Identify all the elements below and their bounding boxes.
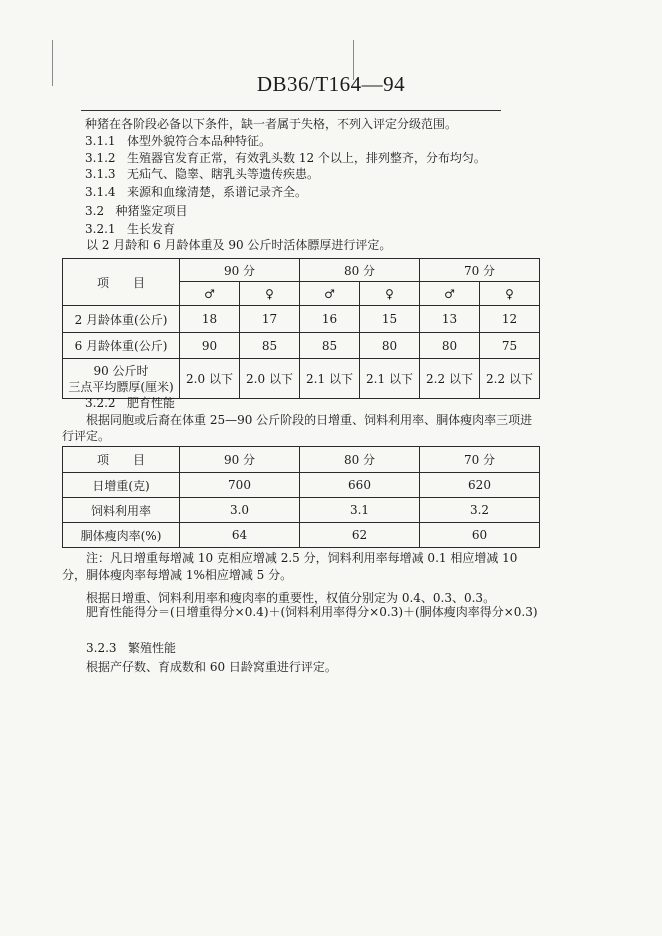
cell: 2.2 以下 bbox=[480, 359, 540, 399]
section-number: 3.2 bbox=[85, 204, 105, 218]
section-number: 3.2.1 bbox=[85, 222, 116, 236]
item-number: 3.1.4 bbox=[85, 185, 116, 199]
grade-header: 70 分 bbox=[420, 259, 540, 282]
item-number: 3.1.2 bbox=[85, 151, 116, 165]
item-3-1-3 bbox=[85, 166, 319, 182]
cell: 3.0 bbox=[180, 498, 300, 523]
section-3-2-1-heading bbox=[85, 221, 175, 237]
item-3-1-2 bbox=[85, 150, 486, 166]
section-number: 3.2.3 bbox=[86, 641, 117, 655]
item-3-1-1 bbox=[85, 133, 271, 149]
row-label: 6 月龄体重(公斤) bbox=[63, 333, 180, 359]
table-row bbox=[63, 359, 540, 399]
standard-code: DB36/T164—94 bbox=[256, 72, 406, 96]
cell: 2.1 以下 bbox=[360, 359, 420, 399]
section-title: 种猪鉴定项目 bbox=[115, 204, 188, 218]
row-label: 日增重(克) bbox=[63, 473, 180, 498]
header-rule bbox=[81, 110, 501, 111]
grade-header: 70 分 bbox=[420, 447, 540, 473]
section-3-2-2-heading bbox=[85, 395, 175, 411]
male-symbol: ♂ bbox=[420, 282, 480, 306]
table-row bbox=[63, 333, 540, 359]
grade-header: 90 分 bbox=[180, 447, 300, 473]
grade-header: 80 分 bbox=[300, 447, 420, 473]
cell: 17 bbox=[240, 306, 300, 333]
cell: 80 bbox=[360, 333, 420, 359]
section-title: 生长发育 bbox=[127, 222, 176, 236]
cell: 75 bbox=[480, 333, 540, 359]
cell: 60 bbox=[420, 523, 540, 548]
item-number: 3.1.3 bbox=[85, 167, 116, 181]
cell: 18 bbox=[180, 306, 240, 333]
item-text: 生殖器官发育正常，有效乳头数 12 个以上，排列整齐，分布均匀。 bbox=[127, 151, 486, 165]
female-symbol: ♀ bbox=[480, 282, 540, 306]
item-number: 3.1.1 bbox=[85, 134, 116, 148]
male-symbol: ♂ bbox=[300, 282, 360, 306]
table-header-item: 项 目 bbox=[63, 259, 180, 306]
cell: 90 bbox=[180, 333, 240, 359]
female-symbol: ♀ bbox=[240, 282, 300, 306]
item-3-1-4 bbox=[85, 184, 307, 200]
weights-text: 根据日增重、饲料利用率和瘦肉率的重要性，权值分别定为 0.4、0.3、0.3。 bbox=[86, 591, 496, 605]
cell: 62 bbox=[300, 523, 420, 548]
section-3-2-3-desc: 根据产仔数、育成数和 60 日龄窝重进行评定。 bbox=[86, 660, 337, 674]
formula-text: 肥育性能得分＝(日增重得分×0.4)＋(饲料利用率得分×0.3)＋(胴体瘦肉率得分×0.3) bbox=[86, 605, 538, 619]
table-header-item: 项 目 bbox=[63, 447, 180, 473]
intro-text: 种猪在各阶段必备以下条件，缺一者属于失格，不列入评定分级范围。 bbox=[85, 117, 458, 131]
fattening-table bbox=[62, 446, 540, 548]
grade-header: 90 分 bbox=[180, 259, 300, 282]
cell: 12 bbox=[480, 306, 540, 333]
note-text: 注：凡日增重每增减 10 克相应增减 2.5 分，饲料利用率每增减 0.1 相应增减 10 分，胴体瘦肉率每增减 1%相应增减 5 分。 bbox=[62, 551, 518, 582]
table-row bbox=[63, 498, 540, 523]
row-label: 胴体瘦肉率(%) bbox=[63, 523, 180, 548]
cell: 3.2 bbox=[420, 498, 540, 523]
row-label-line: 三点平均膘厚(厘米) bbox=[68, 379, 174, 394]
section-3-2-2-desc: 根据同胞或后裔在体重 25—90 公斤阶段的日增重、饲料利用率、胴体瘦肉率三项进行评定。 bbox=[62, 413, 533, 443]
cell: 80 bbox=[420, 333, 480, 359]
section-3-2-3-heading bbox=[86, 640, 176, 656]
growth-table bbox=[62, 258, 540, 399]
cell: 16 bbox=[300, 306, 360, 333]
cell: 85 bbox=[300, 333, 360, 359]
cell: 15 bbox=[360, 306, 420, 333]
cell: 660 bbox=[300, 473, 420, 498]
cell: 2.0 以下 bbox=[180, 359, 240, 399]
item-text: 来源和血缘清楚，系谱记录齐全。 bbox=[127, 185, 308, 199]
cell: 13 bbox=[420, 306, 480, 333]
cell: 2.2 以下 bbox=[420, 359, 480, 399]
cell: 85 bbox=[240, 333, 300, 359]
cell: 700 bbox=[180, 473, 300, 498]
section-title: 肥育性能 bbox=[127, 396, 176, 410]
section-title: 繁殖性能 bbox=[128, 641, 177, 655]
section-number: 3.2.2 bbox=[85, 396, 116, 410]
section-3-2-1-desc: 以 2 月龄和 6 月龄体重及 90 公斤时活体膘厚进行评定。 bbox=[86, 238, 392, 252]
cell: 64 bbox=[180, 523, 300, 548]
row-label bbox=[63, 359, 180, 399]
cell: 620 bbox=[420, 473, 540, 498]
grade-header: 80 分 bbox=[300, 259, 420, 282]
table-row bbox=[63, 473, 540, 498]
table-row bbox=[63, 306, 540, 333]
cell: 2.1 以下 bbox=[300, 359, 360, 399]
cell: 3.1 bbox=[300, 498, 420, 523]
item-text: 体型外貌符合本品种特征。 bbox=[127, 134, 272, 148]
cell: 2.0 以下 bbox=[240, 359, 300, 399]
section-3-2-heading bbox=[85, 203, 188, 219]
male-symbol: ♂ bbox=[180, 282, 240, 306]
row-label: 2 月龄体重(公斤) bbox=[63, 306, 180, 333]
table-row bbox=[63, 523, 540, 548]
row-label-line: 90 公斤时 bbox=[93, 363, 149, 378]
row-label: 饲料利用率 bbox=[63, 498, 180, 523]
female-symbol: ♀ bbox=[360, 282, 420, 306]
item-text: 无疝气、隐睾、瞎乳头等遗传疾患。 bbox=[127, 167, 320, 181]
